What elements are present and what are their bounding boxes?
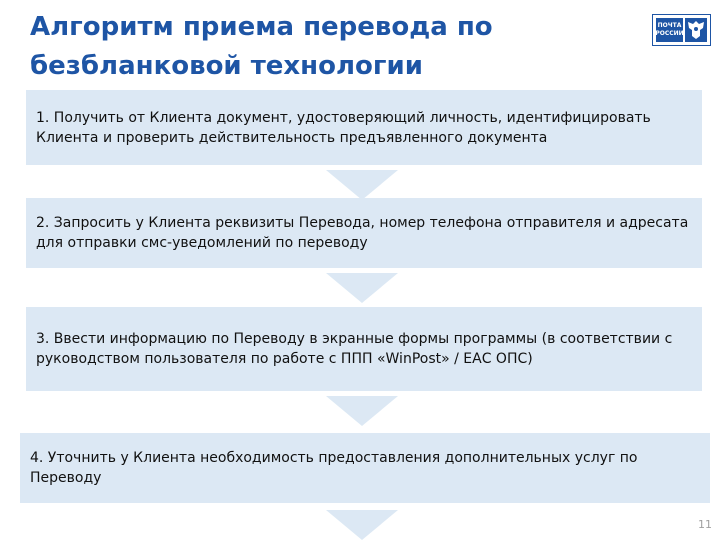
eagle-emblem-icon xyxy=(685,18,707,42)
step-2-text: 2. Запросить у Клиента реквизиты Перевода, номер телефона отправителя и адресата для отправки смс-уведомлений по переводу xyxy=(36,215,689,251)
down-arrow-icon xyxy=(326,510,398,540)
step-4-text: 4. Уточнить у Клиента необходимость предоставления дополнительных услуг по Переводу xyxy=(30,450,638,486)
russian-post-logo xyxy=(652,14,711,46)
down-arrow-icon xyxy=(326,170,398,200)
page-number: 11 xyxy=(698,518,712,531)
step-1-text: 1. Получить от Клиента документ, удостоверяющий личность, идентифицировать Клиента и проверить действительность предъявленного документа xyxy=(36,109,651,146)
logo-line-1: ПОЧТА xyxy=(657,22,682,29)
page-title: Алгоритм приема перевода по безбланковой технологии xyxy=(30,12,493,81)
step-4-box xyxy=(20,433,710,503)
step-3-box xyxy=(26,307,702,391)
down-arrow-icon xyxy=(326,273,398,303)
step-1-box xyxy=(26,90,702,165)
step-3-text: 3. Ввести информацию по Переводу в экранные формы программы (в соответствии с руководством пользователя по работе с ППП «WinPost» / ЕАС ОПС) xyxy=(36,331,673,367)
step-2-box xyxy=(26,198,702,268)
down-arrow-icon xyxy=(326,396,398,426)
logo-line-2: РОССИИ xyxy=(655,30,684,37)
logo-wordmark xyxy=(656,18,683,42)
